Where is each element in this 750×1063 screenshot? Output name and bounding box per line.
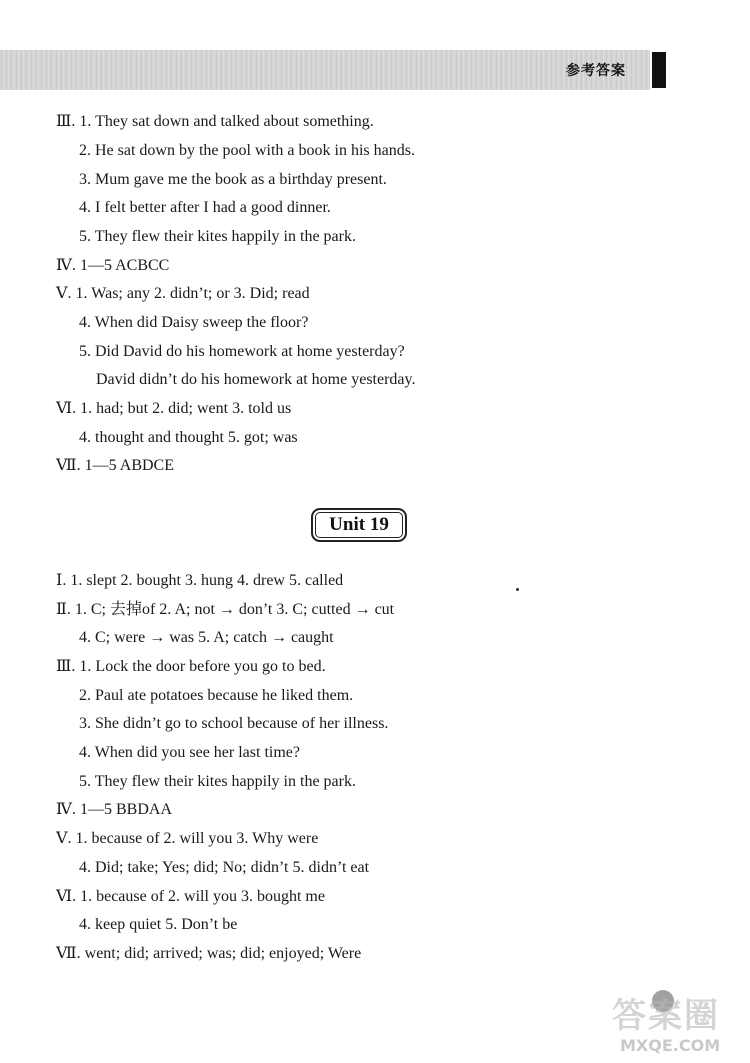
answer-line: Ⅰ. 1. slept 2. bought 3. hung 4. drew 5. called bbox=[56, 572, 344, 589]
unit-title: Unit 19 bbox=[329, 514, 389, 535]
answer-line: 4. I felt better after I had a good dinner. bbox=[79, 199, 331, 216]
answer-line: 5. They flew their kites happily in the park. bbox=[79, 228, 356, 245]
answer-line: 3. She didn’t go to school because of her illness. bbox=[79, 715, 389, 732]
answer-line: 4. keep quiet 5. Don’t be bbox=[79, 916, 238, 933]
ink-speck bbox=[516, 588, 519, 591]
answer-line: Ⅶ. went; did; arrived; was; did; enjoyed; Were bbox=[56, 945, 362, 962]
page-header-title: 参考答案 bbox=[566, 63, 626, 79]
answer-line: 5. Did David do his homework at home yesterday? bbox=[79, 343, 405, 360]
answer-line: 2. He sat down by the pool with a book in his hands. bbox=[79, 142, 415, 159]
answer-line: Ⅵ. 1. because of 2. will you 3. bought me bbox=[56, 888, 325, 905]
answer-line: Ⅴ. 1. Was; any 2. didn’t; or 3. Did; read bbox=[56, 285, 310, 302]
header-band bbox=[0, 50, 650, 90]
answer-line: Ⅲ. 1. They sat down and talked about something. bbox=[56, 113, 374, 130]
answer-line: 5. They flew their kites happily in the park. bbox=[79, 773, 356, 790]
answer-line: 4. When did you see her last time? bbox=[79, 744, 300, 761]
watermark-url: MXQE.COM bbox=[620, 1036, 721, 1055]
answer-line: Ⅶ. 1—5 ABDCE bbox=[56, 457, 174, 474]
unit-badge bbox=[311, 508, 407, 542]
answer-line: 4. Did; take; Yes; did; No; didn’t 5. didn’t eat bbox=[79, 859, 370, 876]
answer-line: 4. When did Daisy sweep the floor? bbox=[79, 314, 309, 331]
header-bar bbox=[652, 52, 666, 88]
answer-line: Ⅲ. 1. Lock the door before you go to bed. bbox=[56, 658, 326, 675]
answer-line: Ⅳ. 1—5 BBDAA bbox=[56, 801, 172, 818]
answer-line: David didn’t do his homework at home yesterday. bbox=[96, 371, 416, 388]
watermark-logo: 答案圈 bbox=[612, 996, 720, 1036]
answer-line: 2. Paul ate potatoes because he liked them. bbox=[79, 687, 354, 704]
answer-line: Ⅴ. 1. because of 2. will you 3. Why were bbox=[56, 830, 319, 847]
answer-line: 3. Mum gave me the book as a birthday present. bbox=[79, 171, 387, 188]
answer-line: 4. thought and thought 5. got; was bbox=[79, 429, 298, 446]
answer-line: Ⅱ. 1. C; 去掉of 2. A; not → don’t 3. C; cutted → cut bbox=[56, 601, 395, 618]
answer-line: Ⅵ. 1. had; but 2. did; went 3. told us bbox=[56, 400, 292, 417]
answer-line: Ⅳ. 1—5 ACBCC bbox=[56, 257, 170, 274]
answer-line: 4. C; were → was 5. A; catch → caught bbox=[79, 629, 334, 646]
